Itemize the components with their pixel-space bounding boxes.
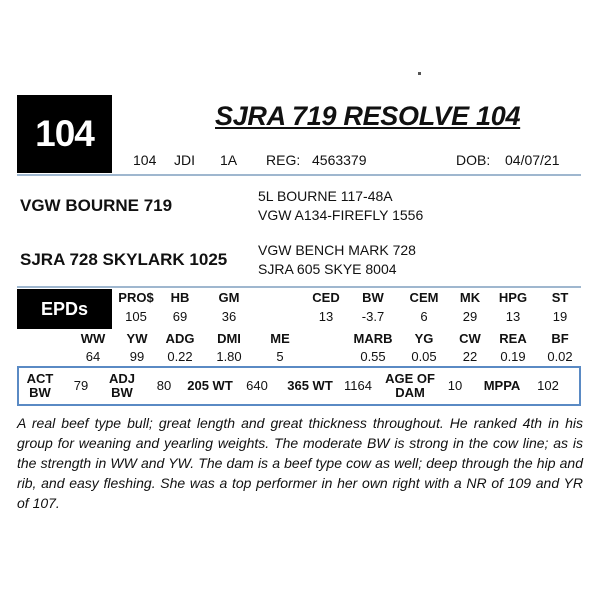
epd-header-yg: YG (414, 331, 434, 346)
epd-header-bf: BF (551, 331, 569, 346)
epd-value-yw: 99 (129, 349, 145, 364)
sire-dam: VGW A134-FIREFLY 1556 (258, 207, 424, 223)
epd-header-me: ME (270, 331, 290, 346)
epd-value-bf: 0.02 (547, 349, 573, 364)
epd-value-cw: 22 (462, 349, 478, 364)
perf-label: MPPA (483, 378, 521, 393)
epd-header-rea: REA (499, 331, 527, 346)
lot-number: 104 (35, 113, 94, 154)
epd-header-mk: MK (459, 290, 481, 305)
epd-header-st: ST (551, 290, 569, 305)
epd-value-hb: 69 (172, 309, 188, 324)
dam-name: SJRA 728 SKYLARK 1025 (20, 250, 228, 269)
performance-box (17, 366, 581, 406)
epd-value-ced: 13 (318, 309, 334, 324)
perf-label: 365 WT (287, 378, 333, 393)
perf-value: 640 (246, 378, 268, 393)
dam-sire: VGW BENCH MARK 728 (258, 242, 416, 258)
epd-value-adg: 0.22 (167, 349, 193, 364)
epd-header-marb: MARB (353, 331, 393, 346)
perf-label: AGE OF DAM (385, 371, 435, 400)
lot-number-box (17, 95, 112, 173)
epd-value-mk: 29 (462, 309, 478, 324)
animal-title: SJRA 719 RESOLVE 104 (215, 101, 521, 131)
epd-value-st: 19 (552, 309, 568, 324)
epd-value-cem: 6 (420, 309, 428, 324)
dam-dam: SJRA 605 SKYE 8004 (258, 261, 397, 277)
epds-label-box (17, 289, 112, 329)
animal-code: 1A (220, 152, 238, 168)
epd-header-pro: PRO$ (118, 290, 154, 305)
epd-header-bw: BW (362, 290, 384, 305)
epd-value-yg: 0.05 (411, 349, 437, 364)
perf-label: ADJ BW (108, 371, 136, 400)
divider-epd (17, 286, 581, 288)
epds-label: EPDs (40, 298, 89, 319)
epd-header-cw: CW (459, 331, 481, 346)
stray-mark (418, 72, 421, 75)
epd-header-ww: WW (80, 331, 106, 346)
epd-value-rea: 0.19 (500, 349, 526, 364)
perf-label: 205 WT (187, 378, 233, 393)
perf-value: 1164 (344, 378, 372, 393)
epd-header-yw: YW (126, 331, 148, 346)
sire-name: VGW BOURNE 719 (20, 196, 173, 215)
epd-value-marb: 0.55 (360, 349, 386, 364)
epd-value-hpg: 13 (505, 309, 521, 324)
tag-number: 104 (133, 152, 157, 168)
perf-value: 10 (447, 378, 463, 393)
divider-top (17, 174, 581, 176)
perf-value: 79 (73, 378, 89, 393)
herd-prefix: JDI (174, 152, 195, 168)
dob-label: DOB: (456, 152, 491, 168)
epd-value-pro: 105 (125, 309, 147, 324)
epd-header-cem: CEM (409, 290, 439, 305)
epd-header-ced: CED (312, 290, 340, 305)
epd-value-ww: 64 (85, 349, 101, 364)
epd-header-adg: ADG (165, 331, 195, 346)
description: A real beef type bull; great length and great thickness throughout. He ranked 4th in his group for weaning and yearling weights. The moderate BW is strong in the cow line; as is the strength in WW and YW. The dam is a beef type cow as well; deep through the hip and rib, and easy fleshing. She was a top performer in her own right with a NR of 109 and YR of 107. (17, 415, 583, 511)
dob-value: 04/07/21 (505, 152, 560, 168)
perf-value: 80 (156, 378, 172, 393)
reg-label: REG: (266, 152, 301, 168)
epd-header-hpg: HPG (498, 290, 528, 305)
epd-header-hb: HB (170, 290, 190, 305)
epd-value-gm: 36 (221, 309, 237, 324)
sire-sire: 5L BOURNE 117-48A (258, 188, 393, 204)
perf-value: 102 (537, 378, 559, 393)
epd-value-bw: -3.7 (361, 309, 385, 324)
perf-label: ACT BW (26, 371, 54, 400)
epd-value-dmi: 1.80 (216, 349, 242, 364)
epd-value-me: 5 (276, 349, 284, 364)
epd-header-gm: GM (218, 290, 240, 305)
reg-number: 4563379 (312, 152, 367, 168)
epd-header-dmi: DMI (217, 331, 241, 346)
